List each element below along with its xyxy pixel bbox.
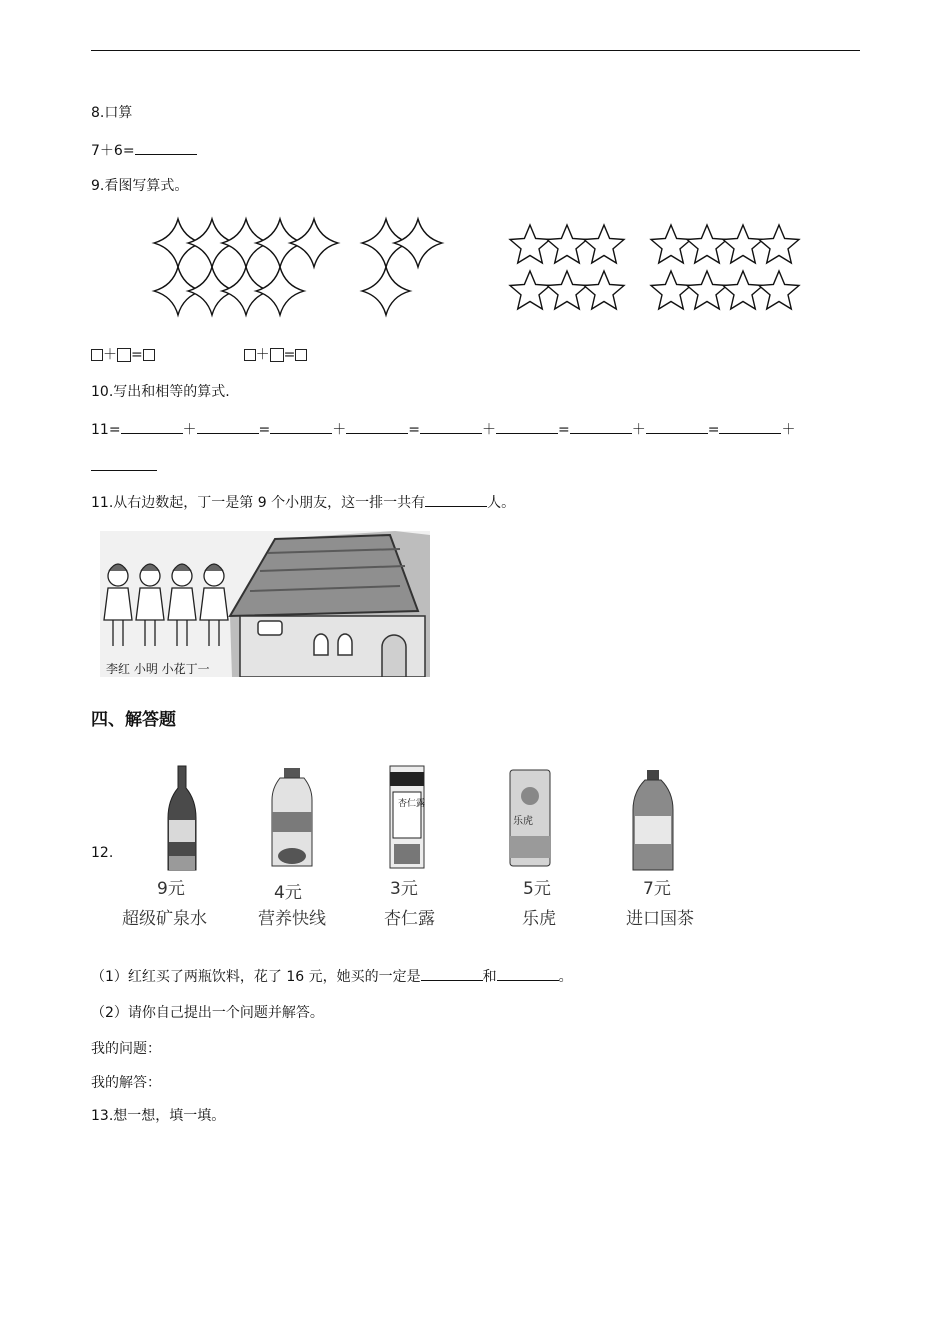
- four-point-star-icon: [256, 267, 304, 315]
- q10-op: ＋: [482, 422, 497, 438]
- drink-price: 9元: [157, 879, 185, 899]
- five-point-star-icon: [687, 271, 727, 309]
- five-point-star-icon: [651, 225, 691, 263]
- q10-prefix: 11=: [91, 422, 121, 438]
- five-point-star-icon: [759, 271, 799, 309]
- q11-text-after: 人。: [487, 495, 516, 511]
- q12-sub2: （2）请你自己提出一个问题并解答。: [91, 1005, 324, 1021]
- drink-price: 5元: [523, 879, 551, 899]
- drink-name: 乐虎: [522, 909, 556, 929]
- q10-blank[interactable]: [420, 419, 482, 434]
- my-answer-label: 我的解答：: [91, 1075, 161, 1091]
- q12-answer-blank[interactable]: [497, 966, 559, 981]
- blank-box[interactable]: [143, 349, 155, 361]
- q12-sub1-text: （1）红红买了两瓶饮料，花了 16 元，她买的一定是: [91, 969, 421, 985]
- nutrition-express-bottle: [272, 768, 312, 866]
- q9-formula-right: [244, 347, 308, 363]
- q10-blank[interactable]: [496, 419, 558, 434]
- q10-blank[interactable]: [346, 419, 408, 434]
- almond-milk-can: [390, 766, 425, 868]
- children-names-label: 李红 小明 小花丁一: [106, 662, 210, 676]
- header-rule: [91, 50, 860, 51]
- equals-sign: =: [131, 347, 143, 363]
- blank-box[interactable]: [117, 348, 131, 362]
- section-heading: 四、解答题: [91, 710, 176, 730]
- five-point-star-icon: [584, 225, 624, 263]
- q10-equation-row-continued: [91, 456, 157, 477]
- q10-op: =: [258, 422, 271, 438]
- q8-expression: [91, 140, 197, 161]
- q10-op: ＋: [182, 422, 197, 438]
- q10-equation-row: [91, 419, 795, 440]
- drink-price: 3元: [390, 879, 418, 899]
- mineral-water-bottle: [168, 766, 196, 870]
- five-point-star-icon: [510, 225, 550, 263]
- q11-answer-blank[interactable]: [425, 492, 487, 507]
- children-and-house-picture: [100, 531, 430, 677]
- four-point-stars-figure: [150, 215, 450, 320]
- five-point-star-icon: [584, 271, 624, 309]
- q10-op: ＋: [631, 422, 646, 438]
- plus-sign: ＋: [103, 347, 117, 363]
- q10-blank[interactable]: [719, 419, 781, 434]
- q10-op: =: [707, 422, 720, 438]
- q12-number: 12.: [91, 845, 114, 861]
- five-point-stars-figure: [505, 222, 805, 314]
- five-point-star-icon: [651, 271, 691, 309]
- q12-sub1: [91, 966, 573, 987]
- drink-name: 营养快线: [258, 909, 326, 929]
- q10-blank[interactable]: [121, 419, 183, 434]
- q10-blank[interactable]: [197, 419, 259, 434]
- blank-box[interactable]: [295, 349, 307, 361]
- five-point-star-icon: [547, 225, 587, 263]
- blank-box[interactable]: [244, 349, 256, 361]
- four-point-star-icon: [362, 267, 410, 315]
- q10-title: 10.写出和相等的算式.: [91, 384, 230, 400]
- four-point-star-icon: [290, 219, 338, 267]
- q10-op: ＋: [781, 422, 796, 438]
- q12-answer-blank[interactable]: [421, 966, 483, 981]
- q13-title: 13.想一想，填一填。: [91, 1108, 226, 1124]
- drink-name: 超级矿泉水: [122, 909, 207, 929]
- q10-op: =: [408, 422, 421, 438]
- q8-title: 8.口算: [91, 105, 133, 121]
- five-point-star-icon: [759, 225, 799, 263]
- equals-sign: =: [283, 347, 296, 363]
- drinks-price-picture: [112, 760, 732, 935]
- q10-blank[interactable]: [91, 456, 157, 471]
- plus-sign: ＋: [255, 347, 270, 363]
- five-point-star-icon: [687, 225, 727, 263]
- lehu-can-text: 乐虎: [513, 816, 533, 827]
- four-point-star-icon: [394, 219, 442, 267]
- q9-title: 9.看图写算式。: [91, 178, 189, 194]
- almond-can-text: 杏仁露: [398, 799, 426, 809]
- q11-text: 11.从右边数起，丁一是第 9 个小朋友，这一排一共有: [91, 495, 426, 511]
- imported-tea-bottle: [633, 770, 673, 870]
- q12-sub1-and: 和: [482, 969, 497, 985]
- q10-blank[interactable]: [646, 419, 708, 434]
- five-point-star-icon: [723, 225, 763, 263]
- blank-box[interactable]: [91, 349, 103, 361]
- q10-blank[interactable]: [270, 419, 332, 434]
- q9-formula-left: [91, 347, 159, 363]
- five-point-star-icon: [547, 271, 587, 309]
- blank-box[interactable]: [270, 348, 284, 362]
- q8-answer-blank[interactable]: [135, 140, 197, 155]
- q12-sub1-end: 。: [558, 969, 573, 985]
- drink-name: 杏仁露: [384, 909, 435, 929]
- q10-op: ＋: [332, 422, 347, 438]
- drink-price: 4元: [274, 883, 302, 903]
- q11-question: [91, 492, 515, 513]
- five-point-star-icon: [510, 271, 550, 309]
- five-point-star-icon: [723, 271, 763, 309]
- q10-blank[interactable]: [570, 419, 632, 434]
- q10-op: =: [558, 422, 570, 438]
- q8-expr-text: 7＋6=: [91, 143, 135, 159]
- drink-price: 7元: [643, 879, 671, 899]
- my-question-label: 我的问题：: [91, 1041, 161, 1057]
- q9-formula-row: [91, 345, 307, 365]
- lehu-can: [510, 770, 550, 866]
- drink-name: 进口国茶: [626, 909, 694, 929]
